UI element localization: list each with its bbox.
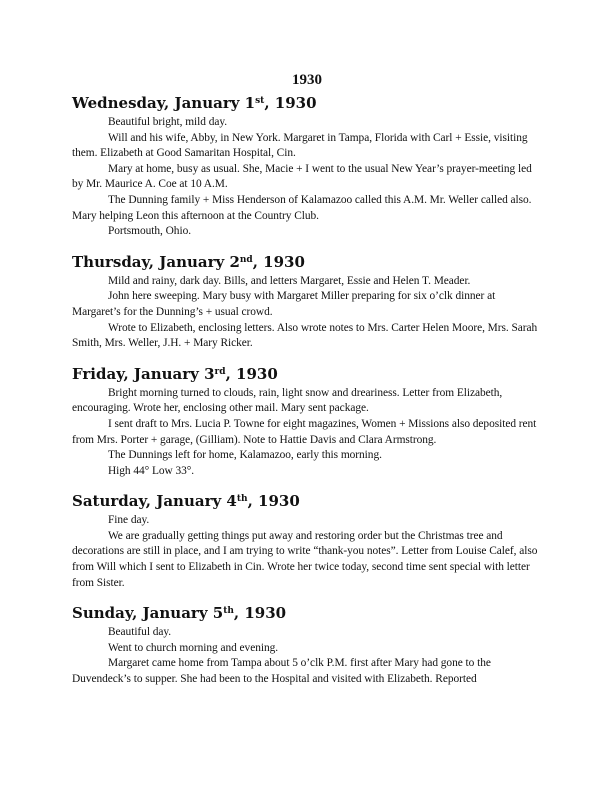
- entry-paragraph: Wrote to Elizabeth, enclosing letters. Also wrote notes to Mrs. Carter Helen Moore, Mrs. Sarah Smith, Mrs. Weller, J.H. + Mary Ricker.: [72, 321, 538, 350]
- entry-heading: [72, 253, 542, 271]
- entry-date-ordinal: th: [223, 606, 234, 617]
- entry-paragraph: High 44° Low 33°.: [108, 464, 195, 477]
- entry-year: , 1930: [247, 492, 300, 511]
- diary-entry: [72, 365, 542, 480]
- entry-paragraph: Bright morning turned to clouds, rain, light snow and dreariness. Letter from Elizabeth, encouraging. Wrote her, enclosing other mail. Mary sent package.: [72, 386, 503, 415]
- diary-entry: [72, 253, 542, 352]
- entry-date: Friday, January 3: [72, 364, 215, 383]
- entry-date-ordinal: th: [236, 494, 248, 505]
- entry-heading: [72, 365, 542, 383]
- entry-paragraph: Portsmouth, Ohio.: [108, 225, 192, 238]
- entry-date-ordinal: nd: [239, 254, 253, 265]
- diary-entry: [72, 94, 542, 240]
- page-title: 1930: [292, 72, 322, 88]
- entry-date: Wednesday, January 1: [72, 94, 256, 112]
- entry-date: Saturday, January 4: [72, 492, 237, 511]
- entry-date-ordinal: st: [255, 96, 265, 106]
- entry-paragraph: Margaret came home from Tampa about 5 o’clk P.M. first after Mary had gone to the Duvendeck’s to supper. She had been to the Hospital and visited with Elizabeth. Reported: [72, 657, 491, 686]
- entry-paragraph: Fine day.: [108, 514, 150, 527]
- entry-paragraph: Will and his wife, Abby, in New York. Margaret in Tampa, Florida with Carl + Essie, visiting them. Elizabeth at Good Samaritan Hospital, Cin.: [72, 131, 528, 160]
- entry-paragraph: Mary at home, busy as usual. She, Macie + I went to the usual New Year’s prayer-meeting led by Mr. Maurice A. Coe at 10 A.M.: [72, 162, 532, 191]
- entry-paragraph: Beautiful day.: [108, 626, 172, 639]
- diary-content: [72, 70, 542, 701]
- diary-entry: [72, 604, 542, 687]
- entry-paragraph: Went to church morning and evening.: [108, 641, 279, 654]
- entry-paragraph: The Dunning family + Miss Henderson of Kalamazoo called this A.M. Mr. Weller called also. Mary helping Leon this afternoon at the Country Club.: [72, 193, 532, 222]
- entries-list: [72, 94, 542, 688]
- entry-paragraph: Mild and rainy, dark day. Bills, and letters Margaret, Essie and Helen T. Meader.: [108, 274, 471, 287]
- diary-entry: [72, 492, 542, 591]
- entry-date: Sunday, January 5: [72, 604, 224, 623]
- entry-heading: [72, 492, 542, 510]
- entry-paragraph: I sent draft to Mrs. Lucia P. Towne for eight magazines, Women + Missions also deposited rent from Mrs. Porter + garage, (Gilliam). Note to Hattie Davis and Clara Armstrong.: [72, 417, 537, 446]
- entry-year: , 1930: [252, 252, 305, 271]
- entry-year: , 1930: [233, 604, 287, 623]
- entry-heading: [72, 94, 542, 112]
- entry-paragraph: Beautiful bright, mild day.: [108, 116, 228, 128]
- entry-date-ordinal: rd: [214, 366, 226, 377]
- entry-paragraph: We are gradually getting things put away and restoring order but the Christmas tree and decorations are still in place, and I am trying to write “thank-you notes”. Letter from Louise Calef, also from Will which I sent to Elizabeth in Cin. Wrote her twice today, second time sent special with letter from Sister.: [72, 529, 538, 589]
- entry-heading: [72, 604, 542, 622]
- entry-year: , 1930: [225, 364, 278, 383]
- entry-year: , 1930: [264, 94, 317, 112]
- entry-date: Thursday, January 2: [72, 252, 240, 271]
- entry-paragraph: The Dunnings left for home, Kalamazoo, early this morning.: [108, 449, 382, 462]
- entry-paragraph: John here sweeping. Mary busy with Margaret Miller preparing for six o’clk dinner at Margaret’s for the Dunning’s + usual crowd.: [72, 290, 496, 318]
